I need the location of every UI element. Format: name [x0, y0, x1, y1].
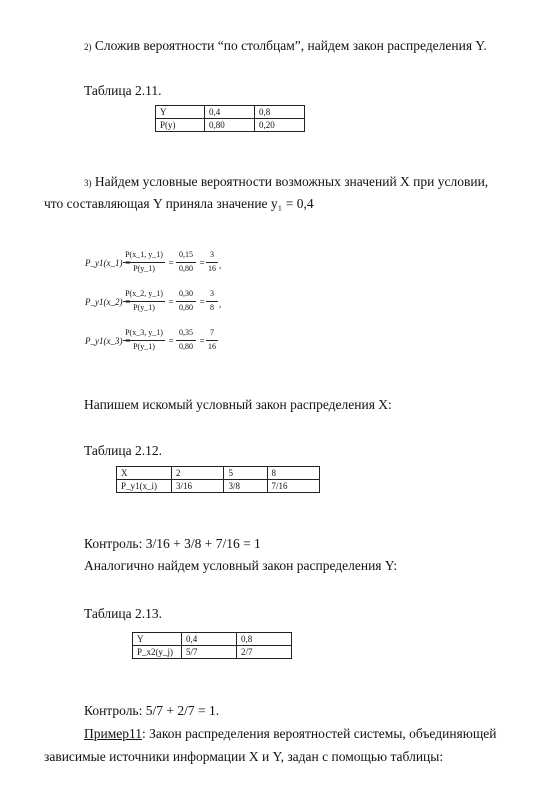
item-number: 3): [84, 178, 92, 188]
formula-numerator: P(x_3, y_1): [125, 328, 163, 337]
formula-denominator: P(y_1): [133, 303, 155, 312]
table-row: [156, 119, 305, 132]
formula-result-num: 3: [210, 250, 214, 259]
formula-result-den: 8: [210, 303, 214, 312]
formula-numerator: P(x_2, y_1): [125, 289, 163, 298]
table-cell: 5: [224, 467, 267, 480]
formula-value-den: 0,80: [179, 303, 193, 312]
formula-denominator: P(y_1): [133, 342, 155, 351]
formula-value-num: 0,15: [179, 250, 193, 259]
table-2-12-caption: Таблица 2.12.: [84, 443, 162, 458]
table-cell: 2/7: [237, 646, 292, 659]
item-text: Найдем условные вероятности возможных значений X при условии,: [94, 174, 489, 189]
item-number: 2): [84, 42, 92, 52]
formula-value-num: 0,30: [179, 289, 193, 298]
table-cell: X: [117, 467, 172, 480]
formula-value-num: 0,35: [179, 328, 193, 337]
table-cell: 0,80: [205, 119, 255, 132]
table-cell: 0,4: [182, 633, 237, 646]
formula-numerator: P(x_1, y_1): [125, 250, 163, 259]
formula-result-num: 3: [210, 289, 214, 298]
example-line1: [84, 725, 496, 743]
formula-value-den: 0,80: [179, 264, 193, 273]
table-row: [117, 480, 320, 493]
table-2-12: [116, 466, 320, 493]
formula-result-num: 7: [210, 328, 214, 337]
fraction-line: [206, 301, 218, 302]
formula-equals: =: [199, 336, 206, 346]
table-cell: 0,20: [255, 119, 305, 132]
item-3-line1: [84, 173, 488, 192]
table-cell: Y: [156, 106, 205, 119]
formula-equals: =: [168, 297, 175, 307]
formula-denominator: P(y_1): [133, 264, 155, 273]
formula-tail: ,: [219, 299, 222, 309]
formula-tail: ,: [219, 260, 222, 270]
table-cell: 5/7: [182, 646, 237, 659]
table-cell: P_y1(x_i): [117, 480, 172, 493]
fraction-line: [206, 262, 218, 263]
table-cell: P_x2(y_j): [133, 646, 182, 659]
table-cell: 0,4: [205, 106, 255, 119]
table-cell: 2: [172, 467, 224, 480]
item-2: [84, 37, 487, 56]
formula-equals: =: [199, 297, 206, 307]
formula-equals: =: [168, 258, 175, 268]
table-cell: 3/16: [172, 480, 224, 493]
table-row: [156, 106, 305, 119]
table-cell: P(y): [156, 119, 205, 132]
fraction-line: [206, 340, 218, 341]
table-2-11: [155, 105, 305, 132]
fraction-line: [123, 340, 165, 341]
example-line2: зависимые источники информации X и Y, задан с помощью таблицы:: [44, 749, 444, 764]
table-cell: 0,8: [255, 106, 305, 119]
fraction-line: [176, 262, 196, 263]
control-1: Контроль: 3/16 + 3/8 + 7/16 = 1: [84, 536, 261, 551]
table-cell: 0,8: [237, 633, 292, 646]
table-cell: 7/16: [267, 480, 320, 493]
table-cell: 3/8: [224, 480, 267, 493]
item-3-line2: что составляющая Y приняла значение y₁ = 0,4: [44, 196, 314, 211]
table-cell: 8: [267, 467, 320, 480]
table-row: [117, 467, 320, 480]
fraction-line: [123, 262, 165, 263]
formula-equals: =: [199, 258, 206, 268]
formula-lhs: P_y1(x_2) =: [85, 297, 131, 307]
example-text: : Закон распределения вероятностей системы, объединяющей: [142, 726, 497, 741]
table-row: [133, 633, 292, 646]
fraction-line: [123, 301, 165, 302]
formula-result-den: 16: [208, 342, 216, 351]
fraction-line: [176, 301, 196, 302]
table-cell: Y: [133, 633, 182, 646]
formula-value-den: 0,80: [179, 342, 193, 351]
table-2-13: [132, 632, 292, 659]
formula-lhs: P_y1(x_3) =: [85, 336, 131, 346]
item-text: Сложив вероятности “по столбцам”, найдем закон распределения Y.: [94, 38, 487, 53]
control-2: Контроль: 5/7 + 2/7 = 1.: [84, 703, 220, 718]
table-2-13-caption: Таблица 2.13.: [84, 606, 162, 621]
table-row: [133, 646, 292, 659]
formula-equals: =: [168, 336, 175, 346]
formula-result-den: 16: [208, 264, 216, 273]
example-label: Пример11: [84, 726, 143, 741]
table-2-11-caption: Таблица 2.11.: [84, 83, 162, 98]
fraction-line: [176, 340, 196, 341]
write-law-text: Напишем искомый условный закон распределения X:: [84, 397, 392, 412]
formula-lhs: P_y1(x_1) =: [85, 258, 131, 268]
similar-text: Аналогично найдем условный закон распределения Y:: [84, 558, 398, 573]
